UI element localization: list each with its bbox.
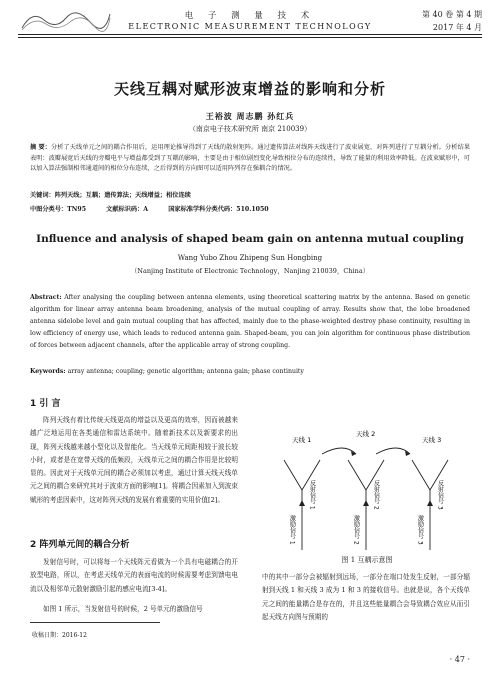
authors-en: Wang Yubo Zhou Zhipeng Sun Hongbing — [177, 254, 323, 262]
header-rule — [18, 34, 482, 35]
document-code: 文献标识码：A — [106, 206, 149, 213]
page-number: · 47 · — [449, 655, 470, 664]
antenna-label-1: 天线 1 — [292, 436, 312, 444]
antenna-label-3: 天线 3 — [422, 436, 442, 444]
section-2-text-left-2: 如图 1 所示，当发射信号的时候，2 号单元的激励信号 — [43, 605, 203, 613]
paper-title-en: Influence and analysis of shaped beam gain on antenna mutual coupling — [36, 233, 464, 245]
section-2-text-right: 中的其中一部分会被辐射到远场，一部分在端口处发生反射，一部分辐射到天线 1 和天线 3 成为 1 和 3 的接收信号。也就是说，各个天线单元之间的能量耦合是存在的，并且这些能量耦合会导致耦合效应从而引起天线方向图与预期的 — [262, 573, 470, 621]
authors-cn: 王裕波 周志鹏 孙红兵 — [205, 111, 295, 121]
paper-title-cn: 天线互耦对赋形波束增益的影响和分析 — [113, 80, 386, 98]
abstract-en-label: Abstract: — [30, 294, 62, 301]
volume-issue: 第 40 卷 第 4 期 — [422, 10, 482, 19]
excite-label-3: 激励信号 3 — [416, 515, 424, 545]
abstract-cn-label: 摘 要： — [30, 144, 51, 151]
footnote-rule — [30, 622, 160, 623]
figure-1-caption: 图 1 互耦示意图 — [341, 556, 393, 564]
classification-codes — [30, 204, 470, 213]
keywords-en-text: array antenna; coupling; genetic algorithm; antenna gain; phase continuity — [67, 368, 304, 375]
abstract-en — [30, 292, 470, 352]
reflect-label-2: 反射信号 2 — [372, 480, 380, 510]
antenna-label-2: 天线 2 — [356, 430, 376, 438]
subject-code: 国家标准学科分类代码：510.1050 — [168, 206, 269, 213]
received-date: 收稿日期：2016-12 — [32, 632, 87, 639]
excite-label-2: 激励信号 2 — [352, 515, 360, 545]
figure-1-mutual-coupling-diagram — [262, 420, 472, 566]
section-2-heading: 2 阵列单元间的耦合分析 — [30, 540, 130, 550]
keywords-en-label: Keywords: — [30, 368, 66, 375]
header-rule-thin — [18, 37, 482, 38]
section-1-heading: 1 引 言 — [30, 399, 61, 409]
issue-date: 2017 年 4 月 — [432, 23, 482, 32]
section-2-text-left: 发射信号时，可以将每一个天线阵元看做为一个具有电磁耦合的开放型电路，所以，在考虑天线单元的表面电流的时候需要考虑到馈电电流以及相邻单元散射激励引起的感应电流[3-4]。 — [30, 558, 238, 593]
reflect-label-1: 反射信号 1 — [308, 480, 316, 510]
affiliation-en: （Nanjing Institute of Electronic Technology，Nanjing 210039，China） — [130, 267, 370, 275]
journal-name-cn: 电 子 测 量 技 术 — [184, 11, 316, 21]
abstract-cn — [30, 143, 470, 175]
affiliation-cn: （南京电子技术研究所 南京 210039） — [188, 125, 312, 133]
clc-number: 中图分类号：TN95 — [30, 206, 86, 213]
reflect-label-3: 反射信号 3 — [436, 480, 444, 510]
section-1-text: 阵列天线有着比传统天线更高的增益以及更高的效率，因而被越来越广泛地运用在各类通信和雷达系统中。随着新技术以及新要求的出现，阵列天线越来越小型化以及智能化。当天线单元间距相较于波长较小时，或者是在宽带天线的低频段，天线单元之间的耦合作用是比较明显的。因此对于天线单元间的耦合必须加以考虑，通过计算天线天线单元之间的耦合来研究其对于波束方面的影响[1]。将耦合因素加入到波束赋形的考虑因素中，这对阵列天线的发展有着重要的实用价值[2]。 — [30, 416, 238, 504]
journal-name-en: ELECTRONIC MEASUREMENT TECHNOLOGY — [128, 22, 372, 31]
keywords-en — [30, 368, 470, 375]
abstract-cn-text: 分析了天线单元之间的耦合作用后，运用理论推导得到了天线的散射矩阵。通过遗传算法对线阵天线进行了波束展宽，对阵列进行了互耦分析。分析结果表明：波瓣展宽后天线的旁瓣电平与增益都受到了互耦的影响，主要是由于相位剧烈变化导致相位分布的连续性，导致了能量的利用效率降低。在波束赋形中，可以加入算法强制相邻通道间的相位分布连续，之后得到的方向图可以适用阵列存在强耦合的情况。 — [30, 144, 471, 172]
abstract-en-text: After analysing the coupling between antenna elements, using theoretical scattering matrix by the antenna. Based on genetic algorithm for linear array antenna beam broadening, analysis of the mutual coupling of array. Results show that, the lobe broadened antenna sidelobe level and gain mutual coupling that has affected, mainly due to the phase-weighted destroy phase continuity, resulting in low efficiency of energy use, which leads to reduced antenna gain. Shaped-beam, you can join algorithm for continuous phase distribution of forces between adjacent channels, after the applicable array of strong coupling. — [30, 294, 471, 349]
keywords-cn: 关键词：阵列天线；互耦；遗传算法；天线增益；相位连续 — [30, 192, 191, 199]
excite-label-1: 激励信号 1 — [288, 515, 296, 545]
